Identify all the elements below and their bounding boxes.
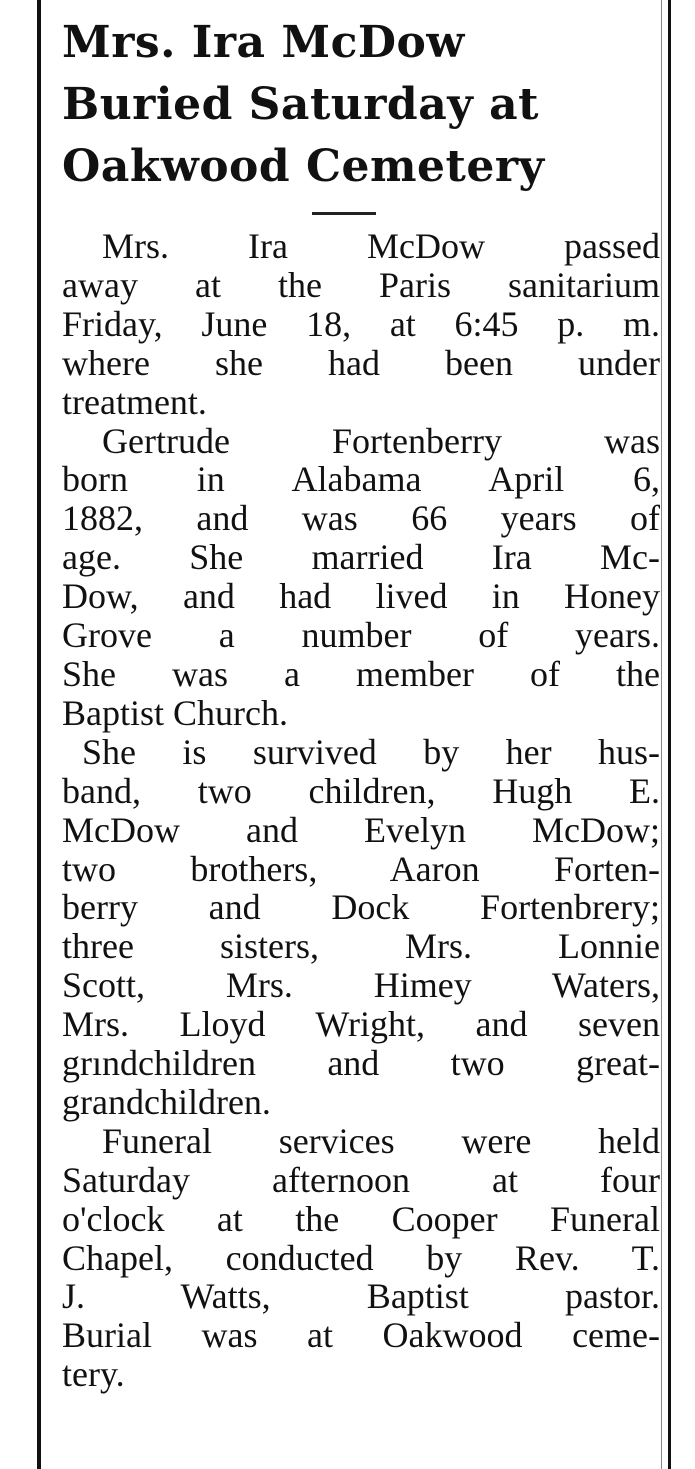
paragraph-death-notice xyxy=(62,227,660,422)
text-line: away at the Paris sanitarium xyxy=(62,264,660,305)
text-line: grandchildren. xyxy=(62,1081,271,1122)
text-line: born in Alabama April 6, xyxy=(62,459,660,500)
text-line: Mrs. Ira McDow passed xyxy=(102,226,660,266)
headline-line: Buried Saturday at xyxy=(62,79,539,130)
text-line: She is survived by her hus- xyxy=(82,731,660,772)
text-line: She was a member of the xyxy=(62,653,660,694)
text-line: Baptist Church. xyxy=(62,692,288,733)
text-line: age. She married Ira Mc- xyxy=(62,537,660,578)
headline-line: Oakwood Cemetery xyxy=(62,141,545,192)
text-line: Saturday afternoon at four xyxy=(62,1159,660,1200)
text-line: where she had been under xyxy=(62,342,660,383)
text-line: berry and Dock Fortenbrery; xyxy=(62,887,660,928)
text-line: three sisters, Mrs. Lonnie xyxy=(62,926,660,967)
paragraph-biography xyxy=(62,422,660,733)
text-line: band, two children, Hugh E. xyxy=(62,770,660,811)
text-line: Burial was at Oakwood ceme- xyxy=(62,1315,660,1356)
text-line: Dow, and had lived in Honey xyxy=(62,576,660,617)
column-rule-right xyxy=(668,0,671,1469)
text-line: grındchildren and two great- xyxy=(62,1043,660,1084)
text-line: treatment. xyxy=(62,381,207,422)
obituary-article xyxy=(62,12,660,1394)
text-line: two brothers, Aaron Forten- xyxy=(62,848,660,889)
headline-divider xyxy=(312,212,376,215)
paragraph-survivors xyxy=(62,733,660,1122)
column-rule-right-inner xyxy=(661,0,662,1469)
text-line: McDow and Evelyn McDow; xyxy=(62,809,660,850)
text-line: Scott, Mrs. Himey Waters, xyxy=(62,965,660,1006)
text-line: Chapel, conducted by Rev. T. xyxy=(62,1237,660,1278)
headline-line: Mrs. Ira McDow xyxy=(62,17,465,68)
paragraph-funeral xyxy=(62,1122,660,1394)
text-line: Friday, June 18, at 6:45 p. m. xyxy=(62,303,660,344)
text-line: 1882, and was 66 years of xyxy=(62,498,660,539)
text-line: J. Watts, Baptist pastor. xyxy=(62,1276,660,1317)
article-body xyxy=(62,227,660,1394)
text-line: Mrs. Lloyd Wright, and seven xyxy=(62,1004,660,1045)
text-line: Grove a number of years. xyxy=(62,615,660,656)
column-rule-left xyxy=(37,0,41,1469)
text-line: o'clock at the Cooper Funeral xyxy=(62,1198,660,1239)
headline xyxy=(62,12,660,198)
text-line: Gertrude Fortenberry was xyxy=(102,420,660,461)
text-line: Funeral services were held xyxy=(102,1120,660,1161)
text-line: tery. xyxy=(62,1354,125,1395)
